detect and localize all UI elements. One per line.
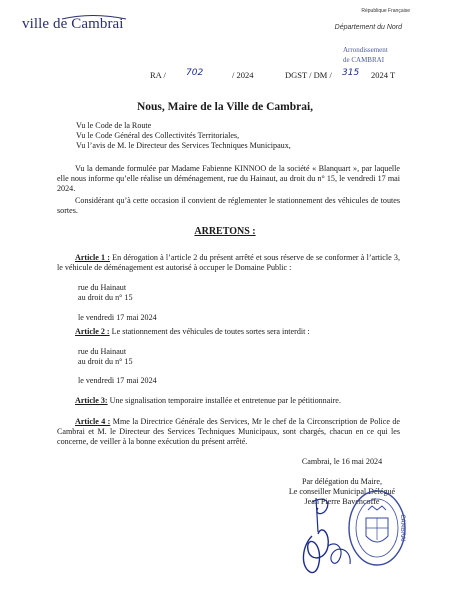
article-2-paragraph: [75, 327, 400, 337]
article-1-label: Article 1 :: [75, 253, 110, 262]
article-2-number: au droit du n° 15: [78, 357, 133, 367]
department-label: Département du Nord: [334, 24, 402, 31]
ref-ra-number: 702: [186, 68, 204, 78]
ref-year-1: / 2024: [232, 70, 254, 80]
article-3-text: Une signalisation temporaire installée et entretenue par le pétitionnaire.: [107, 396, 341, 405]
ref-dgst-label: DGST / DM /: [285, 70, 332, 80]
article-4-paragraph: [57, 417, 400, 447]
article-1-location: [78, 283, 133, 303]
arrondissement-line1: Arrondissement: [343, 46, 388, 54]
vu-list: [76, 121, 291, 151]
article-1-date: le vendredi 17 mai 2024: [78, 313, 157, 322]
ref-dm-number: 315: [342, 68, 360, 78]
arretons-text: ARRETONS :: [194, 226, 256, 237]
vu-line-2: Vu le Code Général des Collectivités Territoriales,: [76, 131, 240, 141]
considering-paragraph: Considérant qu’à cette occasion il convient de réglementer le stationnement des véhicules de toutes sortes.: [57, 196, 400, 216]
arretons-heading: [0, 226, 450, 237]
vu-line-1: Vu le Code de la Route: [76, 121, 152, 130]
signature-place-date: Cambrai, le 16 mai 2024: [301, 457, 383, 466]
request-paragraph: Vu la demande formulée par Madame Fabienne KINNOO de la société « Blanquart », par laquelle elle nous informe qu’elle réalise un déménagement, rue du Hainaut, au droit du n° 15, le vendredi 17 mai 2024.: [57, 164, 400, 194]
article-2-date: le vendredi 17 mai 2024: [78, 376, 157, 385]
signature-name: Jean Pierre Bavencoffe: [304, 497, 380, 507]
article-1-text: En dérogation à l’article 2 du présent arrêté et sous réserve de se conformer à l’article 3, le véhicule de déménagement est autorisé à occuper le Domaine Public :: [57, 253, 401, 273]
ref-ra-label: RA /: [150, 70, 166, 80]
article-1-paragraph: [57, 253, 400, 273]
ref-year-2: 2024 T: [371, 70, 396, 80]
article-2-label: Article 2 :: [75, 327, 110, 336]
official-stamp-icon: [346, 488, 408, 568]
article-2-street: rue du Hainaut: [78, 347, 127, 356]
article-1-number: au droit du n° 15: [78, 293, 133, 303]
logo-text: ville de Cambrai: [22, 16, 124, 32]
article-3-paragraph: [75, 396, 400, 406]
arrondissement-line2: de CAMBRAI: [343, 56, 385, 64]
page-title: Nous, Maire de la Ville de Cambrai,: [136, 101, 314, 113]
stamp-text: CAMBRAI: [399, 514, 406, 542]
vu-line-3: Vu l’avis de M. le Directeur des Services Techniques Municipaux,: [76, 141, 291, 151]
republic-label: République Française: [361, 8, 410, 14]
signature-role: Le conseiller Municipal Délégué: [288, 487, 396, 497]
article-1-street: rue du Hainaut: [78, 283, 127, 292]
article-2-location: [78, 347, 133, 367]
city-logo: [22, 10, 132, 44]
article-2-text: Le stationnement des véhicules de toutes sortes sera interdit :: [109, 327, 310, 336]
arrondissement-label: [343, 45, 388, 65]
article-3-label: Article 3:: [75, 396, 108, 405]
signature-delegation: Par délégation du Maire,: [301, 477, 382, 487]
article-4-label: Article 4 :: [75, 417, 111, 426]
article-4-text: Mme la Directrice Générale des Services, Mr le chef de la Circonscription de Police de Cambrai et M. le Directeur des Services Techniques Municipaux, sont chargés, chacun en ce qui les concerne, de veiller à la bonne exécution du présent arrêté.: [57, 417, 400, 447]
